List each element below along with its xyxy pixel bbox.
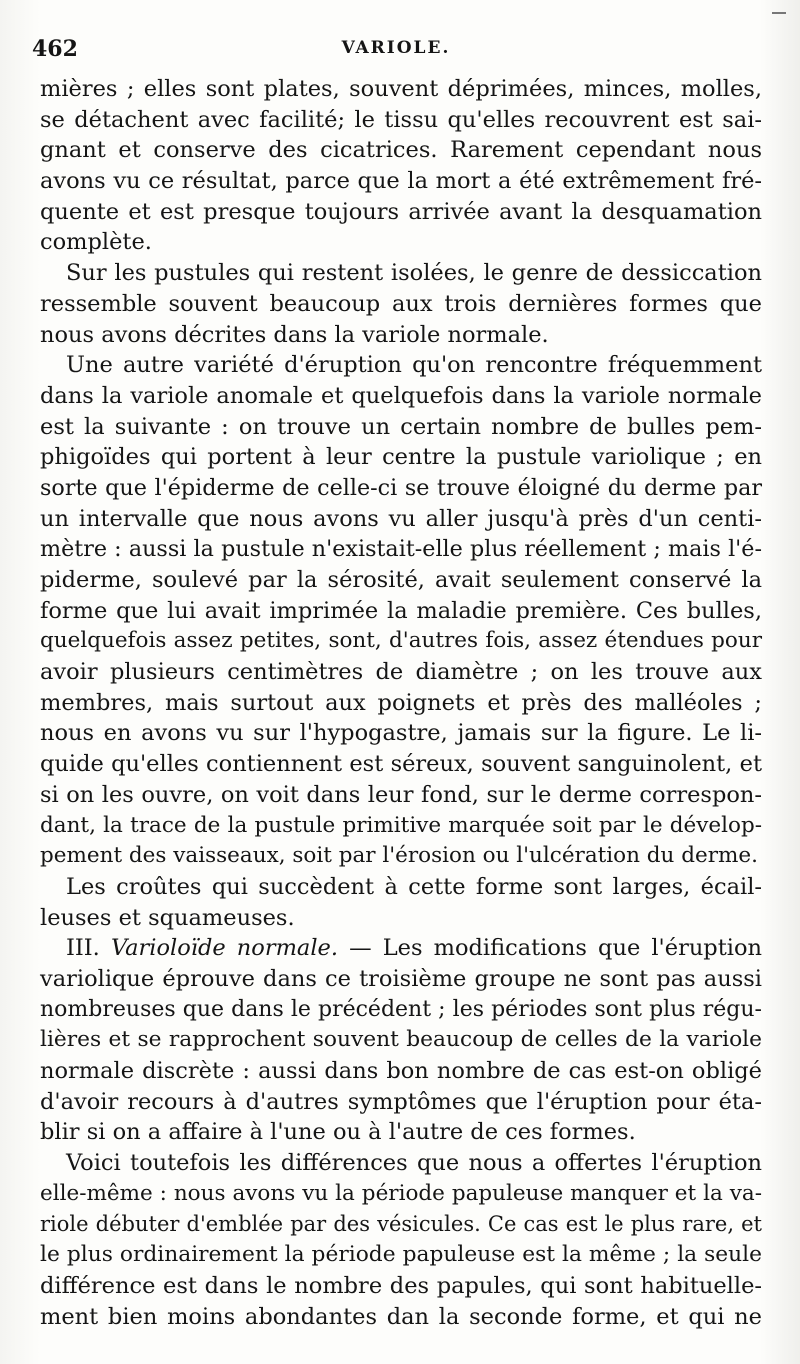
text-line: dant, la trace de la pustule primitive marquée soit par le dévelop- xyxy=(40,812,762,838)
text-line: quente et est presque toujours arrivée avant la desquamation xyxy=(40,198,762,225)
text-line: ressemble souvent beaucoup aux trois dernières formes que xyxy=(40,290,762,317)
text-line: quelquefois assez petites, sont, d'autres fois, assez étendues pour xyxy=(40,628,762,654)
text-line: avoir plusieurs centimètres de diamètre ; on les trouve aux xyxy=(40,659,762,686)
text-line: elle-même : nous avons vu la période papuleuse manquer et la va- xyxy=(40,1180,762,1206)
text-line: nombreuses que dans le précédent ; les périodes sont plus régu- xyxy=(40,996,762,1022)
text-line: quide qu'elles contiennent est séreux, souvent sanguinolent, et xyxy=(40,751,762,778)
text-line: mètre : aussi la pustule n'existait-elle plus réellement ; mais l'é- xyxy=(40,536,762,563)
text-line: piderme, soulevé par la sérosité, avait seulement conservé la xyxy=(40,567,762,593)
section-title: Varioloïde normale. xyxy=(110,935,338,962)
section-dash: — xyxy=(349,935,372,962)
text-line: riole débuter d'emblée par des vésicules. Ce cas est le plus rare, et xyxy=(40,1212,762,1237)
text-line: Sur les pustules qui restent isolées, le genre de dessiccation xyxy=(66,260,762,287)
text-line: avons vu ce résultat, parce que la mort a été extrêmement fré- xyxy=(40,168,762,195)
text-line: nous avons décrites dans la variole normale. xyxy=(40,321,549,348)
page-header xyxy=(32,36,760,60)
text-line: dans la variole anomale et quelquefois dans la variole normale xyxy=(40,382,762,409)
text-line: nous en avons vu sur l'hypogastre, jamais sur la figure. Le li- xyxy=(40,720,762,747)
section-numeral: III. xyxy=(66,935,100,962)
page-number: 462 xyxy=(32,36,78,62)
text-line: variolique éprouve dans ce troisième groupe ne sont pas aussi xyxy=(40,965,762,992)
text-line: un intervalle que nous avons vu aller jusqu'à près d'un centi- xyxy=(40,505,762,532)
running-title: VARIOLE. xyxy=(341,38,451,58)
text-line: forme que lui avait imprimée la maladie première. Ces bulles, xyxy=(40,597,762,624)
text-line: membres, mais surtout aux poignets et près des malléoles ; xyxy=(40,689,762,716)
text-line: le plus ordinairement la période papuleuse est la même ; la seule xyxy=(40,1242,762,1268)
text-line: complète. xyxy=(40,229,152,256)
text-line: mières ; elles sont plates, souvent déprimées, minces, molles, xyxy=(40,76,762,102)
text-line: lières et se rapprochent souvent beaucoup de celles de la variole xyxy=(40,1027,762,1053)
text-line: Voici toutefois les différences que nous a offertes l'éruption xyxy=(66,1150,762,1177)
text-line: normale discrète : aussi dans bon nombre de cas est-on obligé xyxy=(40,1058,762,1084)
text-line: ment bien moins abondantes dan la seconde forme, et qui ne xyxy=(40,1303,762,1330)
page-corner-mark xyxy=(772,12,786,14)
text-line: se détachent avec facilité; le tissu qu'elles recouvrent est sai- xyxy=(40,106,762,133)
section-heading-line xyxy=(40,933,762,964)
text-line: blir si on a affaire à l'une ou à l'autre de ces formes. xyxy=(40,1119,636,1146)
body-text xyxy=(40,74,762,1332)
text-line: si on les ouvre, on voit dans leur fond, sur le derme correspon- xyxy=(40,781,762,808)
text-line: gnant et conserve des cicatrices. Rarement cependant nous xyxy=(40,137,762,164)
text-line: pement des vaisseaux, soit par l'érosion ou l'ulcération du derme. xyxy=(40,843,758,869)
text-line: d'avoir recours à d'autres symptômes que l'éruption pour éta- xyxy=(40,1088,762,1115)
text-line: Les croûtes qui succèdent à cette forme sont larges, écail- xyxy=(66,873,762,900)
text-line: sorte que l'épiderme de celle-ci se trouve éloigné du derme par xyxy=(40,474,762,501)
text-line: différence est dans le nombre des papules, qui sont habituelle- xyxy=(40,1272,762,1299)
text-line: phigoïdes qui portent à leur centre la pustule variolique ; en xyxy=(40,444,762,471)
text-line: Les modifications que l'éruption xyxy=(382,935,762,962)
text-line: Une autre variété d'éruption qu'on rencontre fréquemment xyxy=(66,352,762,379)
text-line: leuses et squameuses. xyxy=(40,904,295,931)
text-line: est la suivante : on trouve un certain nombre de bulles pem- xyxy=(40,413,762,440)
